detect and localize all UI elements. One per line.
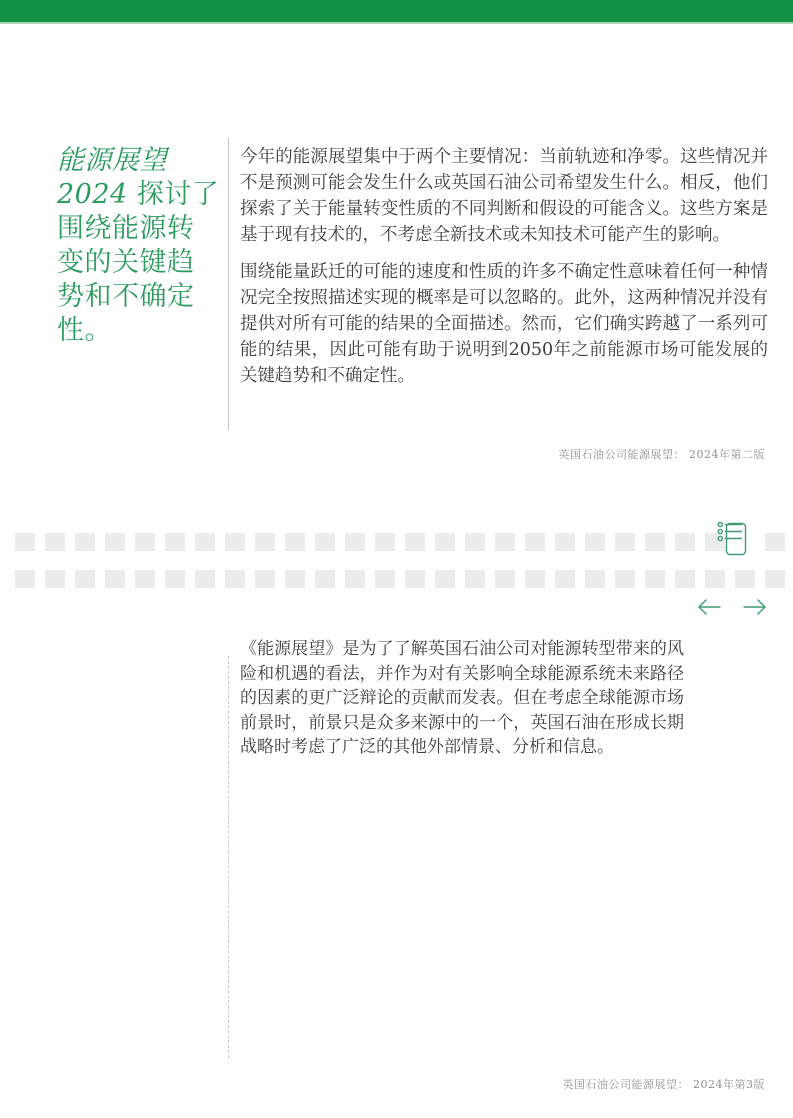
deco-square (105, 533, 125, 551)
deco-square (435, 570, 455, 588)
deco-square (285, 570, 305, 588)
deco-square (255, 533, 275, 551)
deco-square (105, 570, 125, 588)
deco-square (735, 570, 755, 588)
deco-square (375, 533, 395, 551)
sidebar-title-edition: 能源展望2024 (57, 145, 167, 210)
deco-square (615, 533, 635, 551)
deco-square (525, 533, 545, 551)
deco-row-1 (15, 533, 793, 551)
deco-square (225, 570, 245, 588)
main-text-column (240, 144, 768, 389)
deco-square (645, 533, 665, 551)
deco-square (225, 533, 245, 551)
deco-square (495, 570, 515, 588)
deco-square (315, 533, 335, 551)
deco-square (345, 533, 365, 551)
footer-edition-bottom: 英国石油公司能源展望： 2024年第3版 (562, 1078, 765, 1091)
deco-square (555, 570, 575, 588)
deco-square (75, 533, 95, 551)
deco-square (285, 533, 305, 551)
deco-square (75, 570, 95, 588)
arrow-right-icon[interactable] (742, 595, 768, 619)
deco-square (405, 570, 425, 588)
sidebar-title (57, 144, 221, 348)
deco-square (585, 533, 605, 551)
deco-square (45, 570, 65, 588)
divider-solid (228, 138, 229, 430)
deco-square (45, 533, 65, 551)
paragraph-outlook-purpose: 《能源展望》是为了了解英国石油公司对能源转型带来的风险和机遇的看法，并作为对有关影响全球能源系统未来路径的因素的更广泛辩论的贡献而发表。但在考虑全球能源市场前景时，前景只是众多来源中的一个，英国石油在形成长期战略时考虑了广泛的其他外部情景、分析和信息。 (240, 639, 684, 757)
deco-square (345, 570, 365, 588)
paragraph-uncertainty: 围绕能量跃迁的可能的速度和性质的许多不确定性意味着任何一种情况完全按照描述实现的概率是可以忽略的。此外，这两种情况并没有提供对所有可能的结果的全面描述。然而，它们确实跨越了一系列可能的结果，因此可能有助于说明到2050年之前能源市场可能发展的关键趋势和不确定性。 (240, 262, 768, 386)
paragraph-scenarios: 今年的能源展望集中于两个主要情况：当前轨迹和净零。这些情况并不是预测可能会发生什么或英国石油公司希望发生什么。相反，他们探索了关于能量转变性质的不同判断和假设的可能含义。这些方案是基于现有技术的，不考虑全新技术或未知技术可能产生的影响。 (240, 147, 768, 245)
deco-square (165, 570, 185, 588)
deco-row-2 (15, 570, 793, 588)
deco-square (465, 533, 485, 551)
deco-square (675, 533, 695, 551)
deco-square (15, 570, 35, 588)
footer-edition-top: 英国石油公司能源展望： 2024年第二版 (558, 448, 765, 461)
deco-square (645, 570, 665, 588)
deco-square (585, 570, 605, 588)
deco-square (375, 570, 395, 588)
deco-square (555, 533, 575, 551)
list-icon[interactable] (717, 519, 749, 559)
deco-square (765, 533, 785, 551)
deco-square (195, 570, 215, 588)
deco-square (195, 533, 215, 551)
deco-square (435, 533, 455, 551)
deco-square (255, 570, 275, 588)
deco-square (525, 570, 545, 588)
deco-square (615, 570, 635, 588)
deco-square (315, 570, 335, 588)
deco-square (165, 533, 185, 551)
deco-square (675, 570, 695, 588)
divider-dashed (228, 656, 229, 1058)
deco-square (465, 570, 485, 588)
deco-square (495, 533, 515, 551)
decorative-square-rows (15, 533, 793, 588)
deco-square (705, 570, 725, 588)
deco-square (405, 533, 425, 551)
deco-square (765, 570, 785, 588)
header-bar (0, 0, 793, 24)
deco-square (15, 533, 35, 551)
deco-square (135, 533, 155, 551)
arrow-left-icon[interactable] (696, 595, 722, 619)
deco-square (135, 570, 155, 588)
sidebar-title-text: 探讨了围绕能源转变的关键趋势和不确定性。 (57, 179, 220, 346)
